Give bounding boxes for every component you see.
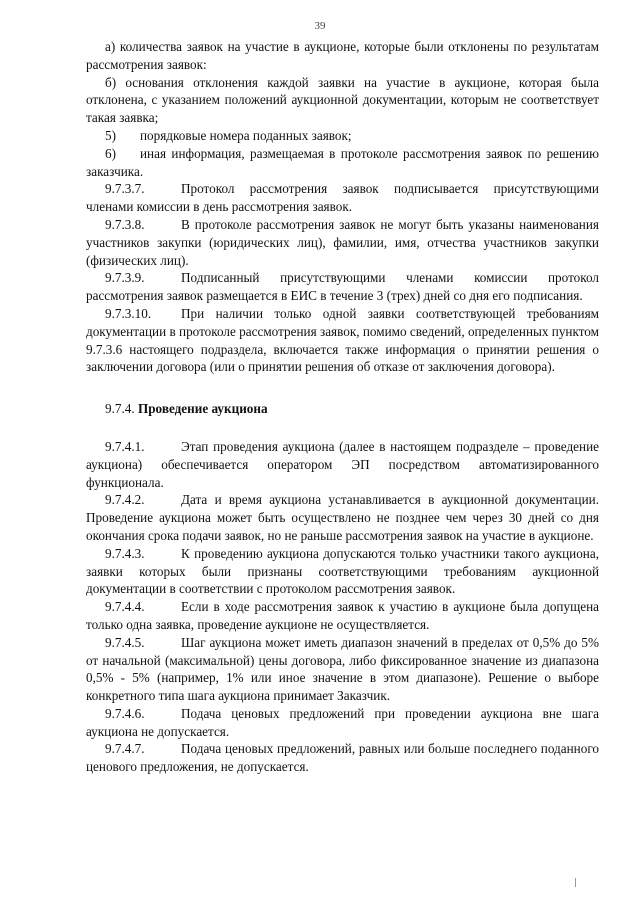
section-number: 9.7.4. xyxy=(105,401,135,417)
clause-number: 9.7.4.3. xyxy=(105,545,145,561)
section-heading xyxy=(86,400,599,418)
clause-9-7-4-1: 9.7.4.1. Этап проведения аукциона (далее в настоящем подразделе – проведение аукциона) обеспечивается оператором ЭП посредством автоматизированного функционала. xyxy=(86,438,599,490)
item-number: 5) xyxy=(105,127,116,143)
clause-number: 9.7.4.7. xyxy=(105,741,145,757)
clause-9-7-4-2: 9.7.4.2. Дата и время аукциона устанавливается в аукционной документации. Проведение аукциона может быть осуществлено не позднее чем через 30 дней со дня окончания срока подачи заявок, но не раньше рассмотрения заявок на участие в аукционе. xyxy=(86,492,599,543)
paragraph-a: а) количества заявок на участие в аукционе, которые были отклонены по результатам рассмотрения заявок: xyxy=(86,39,599,72)
clause-9-7-4-5: 9.7.4.5. Шаг аукциона может иметь диапазон значений в пределах от 0,5% до 5% от начальной (максимальной) цены договора, либо фиксированное значение из диапазона 0,5% - 5% (например, 1% или иное значение в этом диапазоне). Решение о выборе конкретного типа шага аукциона принимает Заказчик. xyxy=(86,634,599,704)
paragraph-5: 5) порядковые номера поданных заявок; xyxy=(105,127,352,143)
clause-number: 9.7.3.7. xyxy=(105,181,145,197)
section-title: Проведение аукциона xyxy=(137,401,268,417)
clause-9-7-3-7: 9.7.3.7. Протокол рассмотрения заявок подписывается присутствующими членами комиссии в день рассмотрения заявок. xyxy=(86,181,599,215)
clause-number: 9.7.4.4. xyxy=(105,599,145,615)
paragraph-b: б) основания отклонения каждой заявки на участие в аукционе, которая была отклонена, с указанием положений аукционной документации, которым не соответствует такая заявка; xyxy=(86,74,599,126)
clause-9-7-4-7: 9.7.4.7. Подача ценовых предложений, равных или больше последнего поданного ценового предложения, не допускается. xyxy=(86,741,599,775)
clause-number: 9.7.4.2. xyxy=(105,492,145,508)
clause-9-7-4-3: 9.7.4.3. К проведению аукциона допускаются только участники такого аукциона, заявки которых были признаны соответствующими требованиям аукционной документации в соответствии с протоколом рассмотрения заявок. xyxy=(86,545,599,597)
clause-9-7-3-10: 9.7.3.10. При наличии только одной заявки соответствующей требованиям документации в протоколе рассмотрения заявок, помимо сведений, определенных пунктом 9.7.3.6 настоящего подраздела, включается также информация о принятии решения о заключении договора (или о принятии решения об отказе от заключения договора). xyxy=(86,305,599,375)
clause-number: 9.7.3.10. xyxy=(105,305,152,321)
item-number: 6) xyxy=(105,145,116,161)
clause-number: 9.7.4.5. xyxy=(105,634,145,650)
clause-9-7-4-4: 9.7.4.4. Если в ходе рассмотрения заявок к участию в аукционе была допущена только одна заявка, проведение аукционе не осуществляется. xyxy=(86,599,599,632)
clause-9-7-3-8: 9.7.3.8. В протоколе рассмотрения заявок не могут быть указаны наименования участников закупки (юридических лиц), фамилии, имя, отчества участников закупки (физических лиц). xyxy=(86,216,599,268)
clause-number: 9.7.4.1. xyxy=(105,438,145,454)
clause-number: 9.7.4.6. xyxy=(105,705,145,721)
clause-9-7-4-6: 9.7.4.6. Подача ценовых предложений при проведении аукциона вне шага аукциона не допускается. xyxy=(86,705,599,739)
paragraph-6: 6) иная информация, размещаемая в протоколе рассмотрения заявок по решению заказчика. xyxy=(86,145,599,179)
clause-number: 9.7.3.8. xyxy=(105,216,145,232)
clause-number: 9.7.3.9. xyxy=(105,270,145,286)
document-body xyxy=(86,38,599,776)
page-number: 39 xyxy=(314,20,326,32)
clause-9-7-3-9: 9.7.3.9. Подписанный присутствующими членами комиссии протокол рассмотрения заявок размещается в ЕИС в течение 3 (трех) дней со дня его подписания. xyxy=(86,270,599,304)
scan-mark xyxy=(575,878,576,887)
